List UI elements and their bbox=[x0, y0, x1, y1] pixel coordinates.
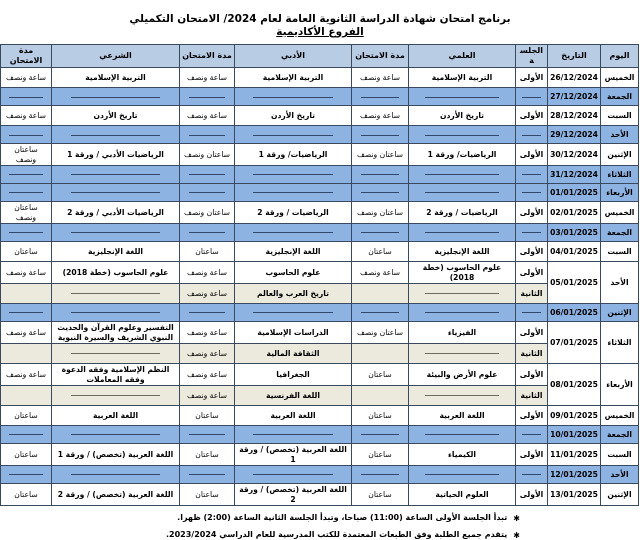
cell-day: الثلاثاء bbox=[601, 322, 639, 364]
cell-date: 06/01/2025 bbox=[548, 304, 601, 322]
table-row bbox=[1, 426, 639, 444]
cell-sharia-duration: ساعة ونصف bbox=[1, 262, 52, 284]
holiday-dash bbox=[425, 232, 498, 233]
cell-scientific-duration: ساعتان bbox=[352, 444, 409, 466]
cell-sharia-subject bbox=[52, 184, 180, 202]
footnotes bbox=[0, 513, 640, 540]
holiday-dash bbox=[253, 312, 334, 313]
cell-literary-duration: ساعة ونصف bbox=[180, 284, 235, 304]
cell-literary-duration: ساعتان bbox=[180, 406, 235, 426]
cell-scientific-duration: ساعة ونصف bbox=[352, 106, 409, 126]
holiday-dash bbox=[189, 434, 225, 435]
header-duration-literary: مدة الامتحان bbox=[180, 45, 235, 68]
cell-literary-duration bbox=[180, 466, 235, 484]
cell-sharia-subject: اللغة الإنجليزية bbox=[52, 242, 180, 262]
header-duration-sharia: مدة الامتحان bbox=[1, 45, 52, 68]
holiday-dash bbox=[361, 135, 398, 136]
cell-day: الأحد bbox=[601, 262, 639, 304]
holiday-dash bbox=[253, 174, 334, 175]
table-row bbox=[1, 184, 639, 202]
holiday-dash bbox=[361, 174, 398, 175]
cell-scientific-subject bbox=[409, 166, 516, 184]
cell-day: الخميس bbox=[601, 406, 639, 426]
table-row bbox=[1, 304, 639, 322]
cell-sharia-duration bbox=[1, 126, 52, 144]
holiday-dash bbox=[522, 434, 541, 435]
cell-literary-subject bbox=[235, 88, 352, 106]
table-row bbox=[1, 166, 639, 184]
cell-scientific-subject: علوم الحاسوب (خطة 2018) bbox=[409, 262, 516, 284]
cell-session: الأولى bbox=[516, 322, 548, 344]
cell-session bbox=[516, 184, 548, 202]
cell-date: 01/01/2025 bbox=[548, 184, 601, 202]
cell-sharia-subject bbox=[52, 88, 180, 106]
holiday-dash bbox=[253, 474, 334, 475]
cell-session: الثانية bbox=[516, 386, 548, 406]
cell-scientific-subject: اللغة العربية bbox=[409, 406, 516, 426]
holiday-dash bbox=[71, 192, 160, 193]
table-row bbox=[1, 88, 639, 106]
table-row bbox=[1, 144, 639, 166]
cell-sharia-subject: الرياضيات الأدبي / ورقة 2 bbox=[52, 202, 180, 224]
cell-date: 04/01/2025 bbox=[548, 242, 601, 262]
cell-sharia-subject bbox=[52, 344, 180, 364]
cell-date: 03/01/2025 bbox=[548, 224, 601, 242]
cell-date: 29/12/2024 bbox=[548, 126, 601, 144]
title-line-secondary: الفروع الأكاديمية bbox=[276, 26, 364, 39]
cell-literary-subject: اللغة العربية (تخصص) / ورقة 2 bbox=[235, 484, 352, 506]
cell-day: الإثنين bbox=[601, 144, 639, 166]
cell-date: 07/01/2025 bbox=[548, 322, 601, 364]
holiday-dash bbox=[522, 232, 541, 233]
cell-sharia-duration bbox=[1, 386, 52, 406]
holiday-dash bbox=[361, 312, 398, 313]
table-row bbox=[1, 106, 639, 126]
cell-literary-duration: ساعة ونصف bbox=[180, 322, 235, 344]
header-duration-scientific: مدة الامتحان bbox=[352, 45, 409, 68]
cell-day: الأربعاء bbox=[601, 364, 639, 406]
cell-session: الأولى bbox=[516, 144, 548, 166]
cell-day: الجمعة bbox=[601, 426, 639, 444]
cell-day: الإثنين bbox=[601, 484, 639, 506]
cell-literary-duration: ساعة ونصف bbox=[180, 364, 235, 386]
cell-scientific-duration bbox=[352, 284, 409, 304]
cell-literary-subject bbox=[235, 126, 352, 144]
holiday-dash bbox=[522, 474, 541, 475]
table-row bbox=[1, 262, 639, 284]
holiday-dash bbox=[9, 192, 42, 193]
cell-scientific-subject: الفيزياء bbox=[409, 322, 516, 344]
cell-scientific-subject: الرياضيات/ ورقة 1 bbox=[409, 144, 516, 166]
cell-scientific-duration bbox=[352, 166, 409, 184]
cell-literary-subject: تاريخ العرب والعالم bbox=[235, 284, 352, 304]
table-row bbox=[1, 284, 639, 304]
cell-scientific-duration: ساعتان bbox=[352, 406, 409, 426]
holiday-dash bbox=[9, 434, 42, 435]
cell-date: 30/12/2024 bbox=[548, 144, 601, 166]
table-row bbox=[1, 406, 639, 426]
cell-literary-subject: الدراسات الإسلامية bbox=[235, 322, 352, 344]
cell-day: الخميس bbox=[601, 202, 639, 224]
holiday-dash bbox=[189, 97, 225, 98]
holiday-dash bbox=[9, 232, 42, 233]
cell-sharia-duration: ساعتان bbox=[1, 406, 52, 426]
cell-scientific-duration: ساعة ونصف bbox=[352, 68, 409, 88]
holiday-dash bbox=[522, 192, 541, 193]
cell-sharia-subject: التربية الإسلامية bbox=[52, 68, 180, 88]
cell-literary-subject: الرياضيات / ورقة 2 bbox=[235, 202, 352, 224]
holiday-dash bbox=[425, 474, 498, 475]
table-row bbox=[1, 322, 639, 344]
cell-literary-duration: ساعتان ونصف bbox=[180, 144, 235, 166]
cell-day: الثلاثاء bbox=[601, 166, 639, 184]
cell-sharia-subject bbox=[52, 166, 180, 184]
cell-literary-subject bbox=[235, 304, 352, 322]
cell-scientific-duration: ساعتان ونصف bbox=[352, 322, 409, 344]
cell-day: الجمعة bbox=[601, 88, 639, 106]
cell-scientific-subject bbox=[409, 284, 516, 304]
cell-literary-subject: علوم الحاسوب bbox=[235, 262, 352, 284]
holiday-dash bbox=[71, 174, 160, 175]
table-row bbox=[1, 202, 639, 224]
cell-literary-subject: اللغة الإنجليزية bbox=[235, 242, 352, 262]
holiday-dash bbox=[361, 474, 398, 475]
cell-day: الأربعاء bbox=[601, 184, 639, 202]
cell-literary-subject: التربية الإسلامية bbox=[235, 68, 352, 88]
cell-scientific-subject bbox=[409, 184, 516, 202]
cell-session bbox=[516, 426, 548, 444]
holiday-dash bbox=[522, 312, 541, 313]
cell-sharia-subject bbox=[52, 426, 180, 444]
holiday-dash bbox=[71, 312, 160, 313]
table-row bbox=[1, 364, 639, 386]
cell-literary-duration: ساعة ونصف bbox=[180, 386, 235, 406]
bullet-icon: ✱ bbox=[513, 530, 520, 540]
holiday-dash bbox=[189, 174, 225, 175]
cell-sharia-subject: تاريخ الأردن bbox=[52, 106, 180, 126]
cell-sharia-duration: ساعتان ونصف bbox=[1, 144, 52, 166]
cell-date: 09/01/2025 bbox=[548, 406, 601, 426]
table-header-row bbox=[1, 45, 639, 68]
holiday-dash bbox=[425, 97, 498, 98]
header-date: التاريخ bbox=[548, 45, 601, 68]
cell-literary-subject: الثقافة المالية bbox=[235, 344, 352, 364]
cell-session: الأولى bbox=[516, 242, 548, 262]
holiday-dash bbox=[425, 192, 498, 193]
cell-sharia-duration bbox=[1, 466, 52, 484]
cell-literary-duration bbox=[180, 224, 235, 242]
cell-session: الأولى bbox=[516, 444, 548, 466]
cell-date: 02/01/2025 bbox=[548, 202, 601, 224]
cell-literary-subject: الجغرافيا bbox=[235, 364, 352, 386]
cell-sharia-duration: ساعة ونصف bbox=[1, 68, 52, 88]
cell-scientific-subject: علوم الأرض والبيئة bbox=[409, 364, 516, 386]
cell-scientific-duration: ساعتان ونصف bbox=[352, 144, 409, 166]
cell-literary-subject: الرياضيات/ ورقة 1 bbox=[235, 144, 352, 166]
cell-scientific-subject: العلوم الحياتية bbox=[409, 484, 516, 506]
cell-literary-duration: ساعة ونصف bbox=[180, 106, 235, 126]
cell-literary-duration bbox=[180, 304, 235, 322]
table-body bbox=[1, 68, 639, 506]
table-row bbox=[1, 242, 639, 262]
cell-sharia-duration: ساعة ونصف bbox=[1, 106, 52, 126]
cell-sharia-duration bbox=[1, 224, 52, 242]
holiday-dash bbox=[71, 474, 160, 475]
cell-date: 31/12/2024 bbox=[548, 166, 601, 184]
holiday-dash bbox=[253, 434, 334, 435]
holiday-dash bbox=[9, 474, 42, 475]
footnote-item bbox=[8, 530, 520, 540]
cell-literary-duration: ساعة ونصف bbox=[180, 262, 235, 284]
cell-literary-duration bbox=[180, 184, 235, 202]
footnote-text: تبدأ الجلسة الأولى الساعة (11:00) صباحا، وتبدأ الجلسة الثانية الساعة (2:00) ظهرا. bbox=[177, 513, 508, 523]
holiday-dash bbox=[189, 192, 225, 193]
cell-scientific-subject: الرياضيات / ورقة 2 bbox=[409, 202, 516, 224]
cell-date: 05/01/2025 bbox=[548, 262, 601, 304]
cell-sharia-duration bbox=[1, 426, 52, 444]
cell-sharia-duration bbox=[1, 184, 52, 202]
cell-sharia-subject: اللغة العربية (تخصص) / ورقة 2 bbox=[52, 484, 180, 506]
cell-literary-subject bbox=[235, 224, 352, 242]
cell-session: الأولى bbox=[516, 262, 548, 284]
cell-literary-subject bbox=[235, 184, 352, 202]
cell-scientific-duration: ساعتان bbox=[352, 364, 409, 386]
cell-day: السبت bbox=[601, 242, 639, 262]
header-session: الجلسة bbox=[516, 45, 548, 68]
cell-literary-duration bbox=[180, 88, 235, 106]
cell-date: 12/01/2025 bbox=[548, 466, 601, 484]
cell-session bbox=[516, 166, 548, 184]
cell-session: الأولى bbox=[516, 364, 548, 386]
holiday-dash bbox=[9, 312, 42, 313]
cell-literary-duration bbox=[180, 166, 235, 184]
header-day: اليوم bbox=[601, 45, 639, 68]
cell-scientific-duration bbox=[352, 224, 409, 242]
table-row bbox=[1, 386, 639, 406]
cell-date: 08/01/2025 bbox=[548, 364, 601, 406]
holiday-dash bbox=[425, 174, 498, 175]
footnote-item bbox=[8, 513, 520, 524]
cell-scientific-duration bbox=[352, 88, 409, 106]
holiday-dash bbox=[71, 97, 160, 98]
cell-sharia-subject bbox=[52, 224, 180, 242]
cell-date: 28/12/2024 bbox=[548, 106, 601, 126]
holiday-dash bbox=[9, 97, 42, 98]
cell-scientific-subject: اللغة الإنجليزية bbox=[409, 242, 516, 262]
empty-dash bbox=[425, 395, 498, 396]
holiday-dash bbox=[9, 174, 42, 175]
cell-sharia-subject: اللغة العربية (تخصص) / ورقة 1 bbox=[52, 444, 180, 466]
cell-scientific-duration: ساعتان ونصف bbox=[352, 202, 409, 224]
cell-sharia-subject: اللغة العربية bbox=[52, 406, 180, 426]
cell-day: الإثنين bbox=[601, 304, 639, 322]
cell-sharia-duration: ساعتان bbox=[1, 242, 52, 262]
cell-session: الأولى bbox=[516, 406, 548, 426]
cell-scientific-duration: ساعتان bbox=[352, 242, 409, 262]
cell-sharia-subject bbox=[52, 126, 180, 144]
header-literary: الأدبي bbox=[235, 45, 352, 68]
cell-sharia-subject: النظم الإسلامية وفقه الدعوة وفقه المعاملات bbox=[52, 364, 180, 386]
cell-literary-duration: ساعتان bbox=[180, 242, 235, 262]
cell-scientific-subject bbox=[409, 304, 516, 322]
cell-session bbox=[516, 126, 548, 144]
cell-literary-subject: تاريخ الأردن bbox=[235, 106, 352, 126]
cell-day: الأحد bbox=[601, 466, 639, 484]
cell-scientific-duration bbox=[352, 466, 409, 484]
cell-literary-duration: ساعتان bbox=[180, 444, 235, 466]
cell-session bbox=[516, 304, 548, 322]
cell-sharia-subject bbox=[52, 466, 180, 484]
cell-sharia-duration bbox=[1, 344, 52, 364]
cell-literary-subject bbox=[235, 166, 352, 184]
cell-sharia-duration: ساعتان bbox=[1, 444, 52, 466]
empty-dash bbox=[425, 293, 498, 294]
cell-scientific-subject: الكيمياء bbox=[409, 444, 516, 466]
holiday-dash bbox=[253, 232, 334, 233]
table-row bbox=[1, 224, 639, 242]
cell-session: الأولى bbox=[516, 202, 548, 224]
cell-session: الأولى bbox=[516, 484, 548, 506]
cell-scientific-subject: التربية الإسلامية bbox=[409, 68, 516, 88]
holiday-dash bbox=[425, 312, 498, 313]
holiday-dash bbox=[71, 232, 160, 233]
cell-sharia-duration bbox=[1, 304, 52, 322]
cell-session: الأولى bbox=[516, 106, 548, 126]
cell-date: 13/01/2025 bbox=[548, 484, 601, 506]
cell-scientific-subject bbox=[409, 466, 516, 484]
table-row bbox=[1, 68, 639, 88]
holiday-dash bbox=[189, 474, 225, 475]
bullet-icon: ✱ bbox=[513, 514, 520, 524]
cell-session: الثانية bbox=[516, 284, 548, 304]
holiday-dash bbox=[253, 192, 334, 193]
exam-schedule-table bbox=[0, 44, 639, 506]
holiday-dash bbox=[522, 135, 541, 136]
cell-scientific-subject bbox=[409, 224, 516, 242]
cell-scientific-duration bbox=[352, 304, 409, 322]
holiday-dash bbox=[522, 174, 541, 175]
cell-session bbox=[516, 88, 548, 106]
cell-session bbox=[516, 466, 548, 484]
empty-dash bbox=[71, 395, 160, 396]
cell-literary-duration: ساعة ونصف bbox=[180, 68, 235, 88]
cell-sharia-subject: التفسير وعلوم القرآن والحديث النبوي الشريف والسيرة النبوية bbox=[52, 322, 180, 344]
empty-dash bbox=[71, 353, 160, 354]
cell-literary-duration: ساعتان bbox=[180, 484, 235, 506]
cell-session: الثانية bbox=[516, 344, 548, 364]
table-row bbox=[1, 126, 639, 144]
table-row bbox=[1, 466, 639, 484]
cell-scientific-duration bbox=[352, 344, 409, 364]
holiday-dash bbox=[361, 232, 398, 233]
document-title bbox=[0, 0, 640, 44]
holiday-dash bbox=[425, 434, 498, 435]
cell-date: 11/01/2025 bbox=[548, 444, 601, 466]
cell-scientific-subject bbox=[409, 386, 516, 406]
header-scientific: العلمي bbox=[409, 45, 516, 68]
cell-sharia-subject: علوم الحاسوب (خطة 2018) bbox=[52, 262, 180, 284]
cell-date: 27/12/2024 bbox=[548, 88, 601, 106]
cell-sharia-duration bbox=[1, 284, 52, 304]
cell-sharia-subject bbox=[52, 386, 180, 406]
cell-day: الخميس bbox=[601, 68, 639, 88]
empty-dash bbox=[71, 293, 160, 294]
cell-literary-duration: ساعة ونصف bbox=[180, 344, 235, 364]
cell-date: 10/01/2025 bbox=[548, 426, 601, 444]
cell-literary-subject bbox=[235, 426, 352, 444]
cell-sharia-duration: ساعتان bbox=[1, 484, 52, 506]
cell-sharia-duration bbox=[1, 166, 52, 184]
title-line-primary: برنامج امتحان شهادة الدراسة الثانوية العامة لعام 2024/ الامتحان التكميلي bbox=[129, 13, 511, 25]
holiday-dash bbox=[361, 192, 398, 193]
cell-date: 26/12/2024 bbox=[548, 68, 601, 88]
cell-literary-subject: اللغة العربية bbox=[235, 406, 352, 426]
holiday-dash bbox=[189, 312, 225, 313]
cell-scientific-duration bbox=[352, 386, 409, 406]
cell-literary-duration bbox=[180, 426, 235, 444]
cell-scientific-subject: تاريخ الأردن bbox=[409, 106, 516, 126]
holiday-dash bbox=[361, 97, 398, 98]
holiday-dash bbox=[253, 97, 334, 98]
holiday-dash bbox=[71, 434, 160, 435]
holiday-dash bbox=[9, 135, 42, 136]
holiday-dash bbox=[361, 434, 398, 435]
cell-day: السبت bbox=[601, 106, 639, 126]
cell-sharia-duration: ساعة ونصف bbox=[1, 322, 52, 344]
cell-literary-duration bbox=[180, 126, 235, 144]
footnote-text: يتقدم جميع الطلبة وفق الطبعات المعتمدة للكتب المدرسية للعام الدراسي 2023/2024. bbox=[165, 529, 508, 539]
cell-sharia-duration: ساعة ونصف bbox=[1, 364, 52, 386]
table-row bbox=[1, 344, 639, 364]
cell-day: السبت bbox=[601, 444, 639, 466]
empty-dash bbox=[425, 353, 498, 354]
cell-scientific-subject bbox=[409, 344, 516, 364]
holiday-dash bbox=[189, 135, 225, 136]
cell-scientific-subject bbox=[409, 88, 516, 106]
holiday-dash bbox=[425, 135, 498, 136]
cell-scientific-subject bbox=[409, 126, 516, 144]
table-row bbox=[1, 484, 639, 506]
cell-scientific-duration bbox=[352, 126, 409, 144]
holiday-dash bbox=[522, 97, 541, 98]
cell-scientific-duration: ساعتان bbox=[352, 484, 409, 506]
cell-literary-duration: ساعتان ونصف bbox=[180, 202, 235, 224]
cell-literary-subject: اللغة العربية (تخصص) / ورقة 1 bbox=[235, 444, 352, 466]
holiday-dash bbox=[253, 135, 334, 136]
holiday-dash bbox=[71, 135, 160, 136]
cell-session: الأولى bbox=[516, 68, 548, 88]
cell-literary-subject: اللغة الفرنسية bbox=[235, 386, 352, 406]
cell-sharia-duration bbox=[1, 88, 52, 106]
holiday-dash bbox=[189, 232, 225, 233]
table-row bbox=[1, 444, 639, 466]
cell-sharia-duration: ساعتان ونصف bbox=[1, 202, 52, 224]
header-sharia: الشرعي bbox=[52, 45, 180, 68]
cell-day: الأحد bbox=[601, 126, 639, 144]
cell-scientific-duration bbox=[352, 184, 409, 202]
cell-sharia-subject: الرياضيات الأدبي / ورقة 1 bbox=[52, 144, 180, 166]
cell-scientific-subject bbox=[409, 426, 516, 444]
cell-scientific-duration: ساعة ونصف bbox=[352, 262, 409, 284]
cell-scientific-duration bbox=[352, 426, 409, 444]
cell-session bbox=[516, 224, 548, 242]
cell-sharia-subject bbox=[52, 304, 180, 322]
cell-day: الجمعة bbox=[601, 224, 639, 242]
cell-sharia-subject bbox=[52, 284, 180, 304]
cell-literary-subject bbox=[235, 466, 352, 484]
